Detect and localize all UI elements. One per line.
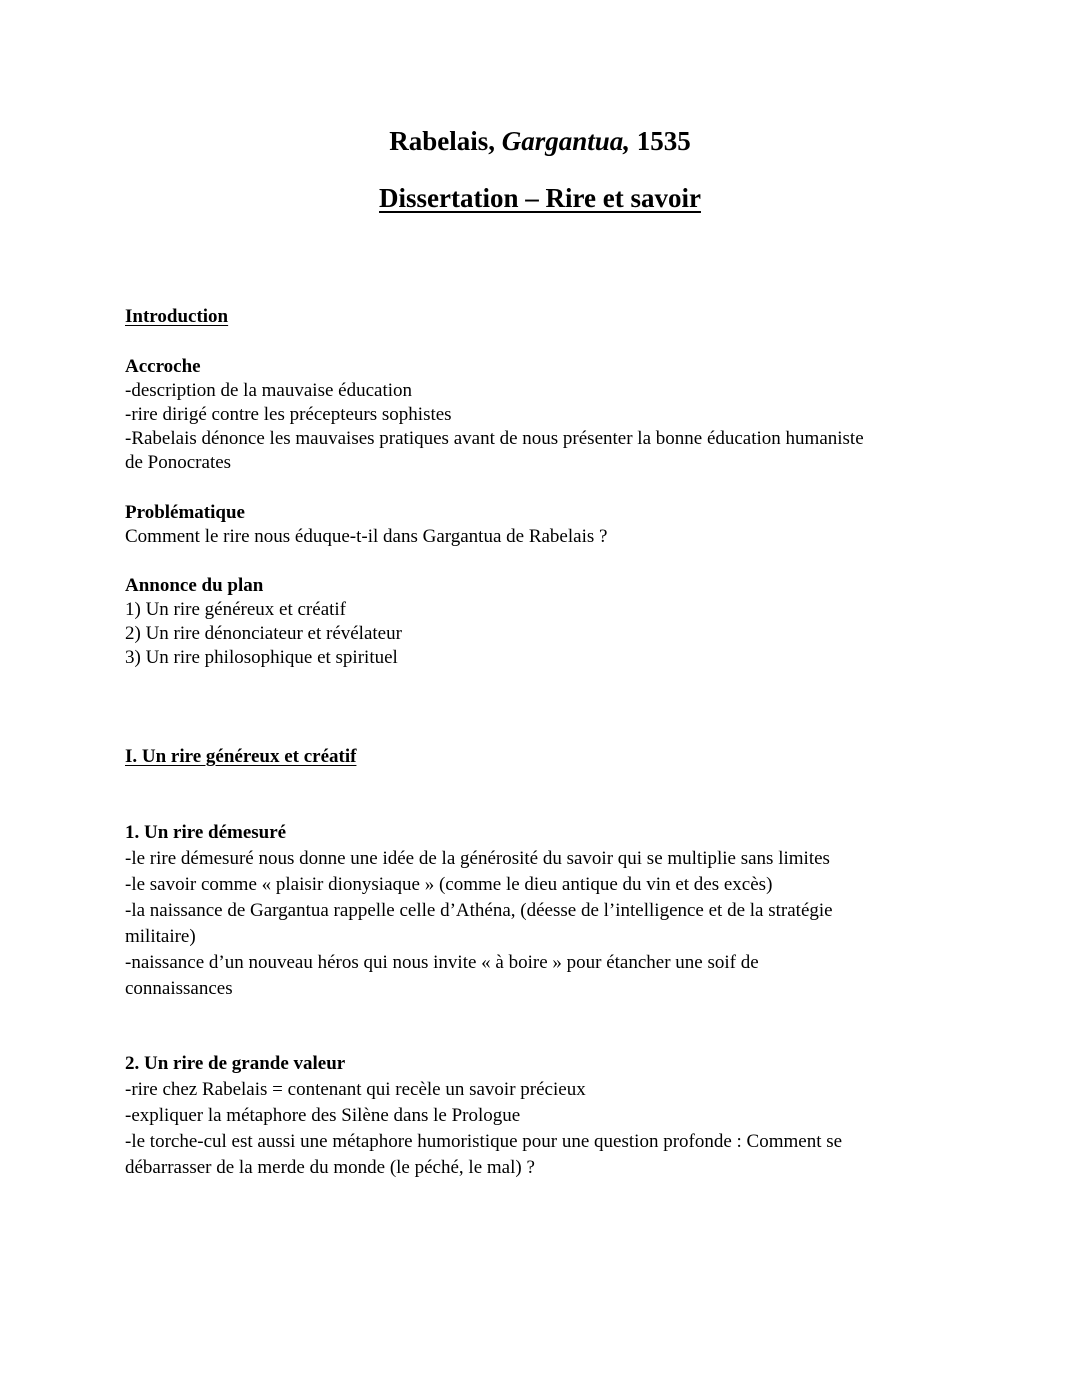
sub1-line: -naissance d’un nouveau héros qui nous invite « à boire » pour étancher une soif de xyxy=(125,952,759,973)
document-title xyxy=(0,124,1080,158)
sub2-line: -expliquer la métaphore des Silène dans le Prologue xyxy=(125,1105,521,1126)
title-author: Rabelais, xyxy=(389,126,502,156)
part1-sub2-section xyxy=(125,1051,965,1181)
plan-section xyxy=(125,574,965,670)
plan-item: 1) Un rire généreux et créatif xyxy=(125,599,347,620)
part1-sub1-section xyxy=(125,820,965,1002)
sub1-heading: 1. Un rire démesuré xyxy=(125,822,287,843)
introduction-heading: Introduction xyxy=(125,306,229,327)
accroche-heading: Accroche xyxy=(125,356,201,377)
problematique-text: Comment le rire nous éduque-t-il dans Gargantua de Rabelais ? xyxy=(125,526,608,547)
sub1-line: -le savoir comme « plaisir dionysiaque » (comme le dieu antique du vin et des excès) xyxy=(125,874,773,895)
part1-heading: I. Un rire généreux et créatif xyxy=(125,746,357,767)
plan-heading: Annonce du plan xyxy=(125,575,264,596)
plan-item: 3) Un rire philosophique et spirituel xyxy=(125,647,398,668)
sub1-line: -le rire démesuré nous donne une idée de la générosité du savoir qui se multiplie sans limites xyxy=(125,848,830,869)
sub2-heading: 2. Un rire de grande valeur xyxy=(125,1053,346,1074)
title-year: 1535 xyxy=(630,126,691,156)
problematique-heading: Problématique xyxy=(125,502,245,523)
sub2-line: -le torche-cul est aussi une métaphore humoristique pour une question profonde : Comment se xyxy=(125,1131,843,1152)
sub1-line: -la naissance de Gargantua rappelle celle d’Athéna, (déesse de l’intelligence et de la stratégie xyxy=(125,900,833,921)
document-subtitle: Dissertation – Rire et savoir xyxy=(379,183,701,213)
accroche-section xyxy=(125,355,965,475)
sub1-line: connaissances xyxy=(125,978,233,999)
sub2-line: débarrasser de la merde du monde (le péché, le mal) ? xyxy=(125,1157,535,1178)
accroche-line: -description de la mauvaise éducation xyxy=(125,380,413,401)
sub1-line: militaire) xyxy=(125,926,196,947)
accroche-line: -rire dirigé contre les précepteurs sophistes xyxy=(125,404,452,425)
sub2-line: -rire chez Rabelais = contenant qui recèle un savoir précieux xyxy=(125,1079,586,1100)
plan-item: 2) Un rire dénonciateur et révélateur xyxy=(125,623,402,644)
problematique-section xyxy=(125,501,965,549)
title-work: Gargantua, xyxy=(501,126,631,156)
accroche-line: de Ponocrates xyxy=(125,452,232,473)
accroche-line: -Rabelais dénonce les mauvaises pratiques avant de nous présenter la bonne éducation humaniste xyxy=(125,428,864,449)
